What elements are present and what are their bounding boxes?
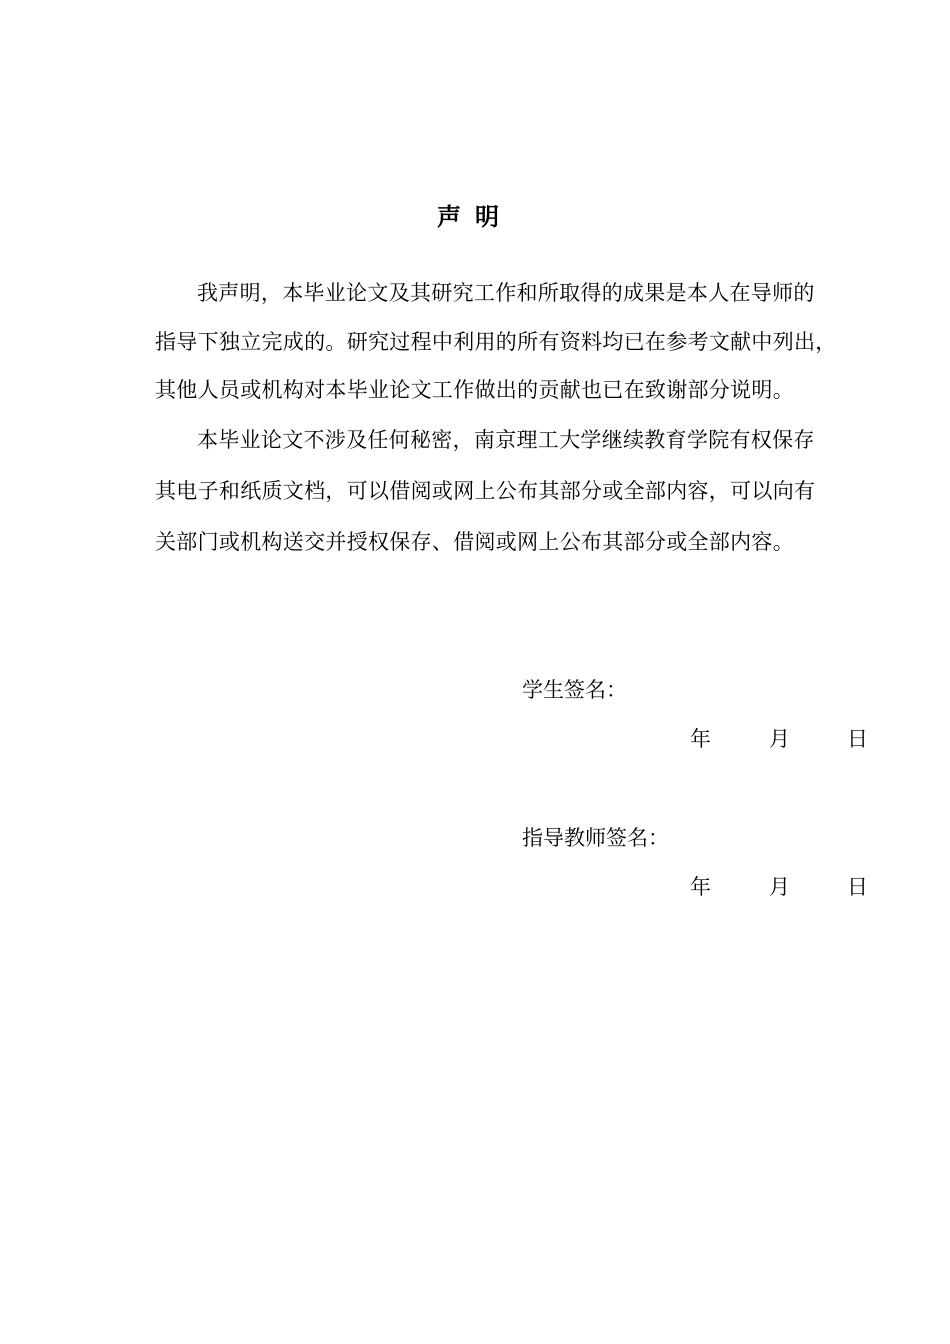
student-date-month: 月 (769, 727, 790, 751)
advisor-signature-label: 指导教师签名： (522, 826, 669, 850)
paragraph-2-line-3: 关部门或机构送交并授权保存、借阅或网上公布其部分或全部内容。 (155, 530, 794, 554)
advisor-date-month: 月 (769, 875, 790, 899)
advisor-date-day: 日 (847, 875, 868, 899)
paragraph-2-line-1: 本毕业论文不涉及任何秘密，南京理工大学继续教育学院有权保存 (197, 428, 815, 452)
declaration-title: 声明 (437, 202, 513, 231)
student-signature-label: 学生签名： (522, 678, 627, 702)
paragraph-1-line-1: 我声明，本毕业论文及其研究工作和所取得的成果是本人在导师的 (197, 281, 815, 305)
paragraph-1-line-3: 其他人员或机构对本毕业论文工作做出的贡献也已在致谢部分说明。 (155, 378, 794, 402)
student-date-day: 日 (847, 727, 868, 751)
advisor-date-year: 年 (690, 875, 711, 899)
student-date-year: 年 (690, 727, 711, 751)
paragraph-1-line-2: 指导下独立完成的。研究过程中利用的所有资料均已在参考文献中列出， (155, 330, 837, 354)
paragraph-2-line-2: 其电子和纸质文档，可以借阅或网上公布其部分或全部内容，可以向有 (155, 479, 816, 503)
